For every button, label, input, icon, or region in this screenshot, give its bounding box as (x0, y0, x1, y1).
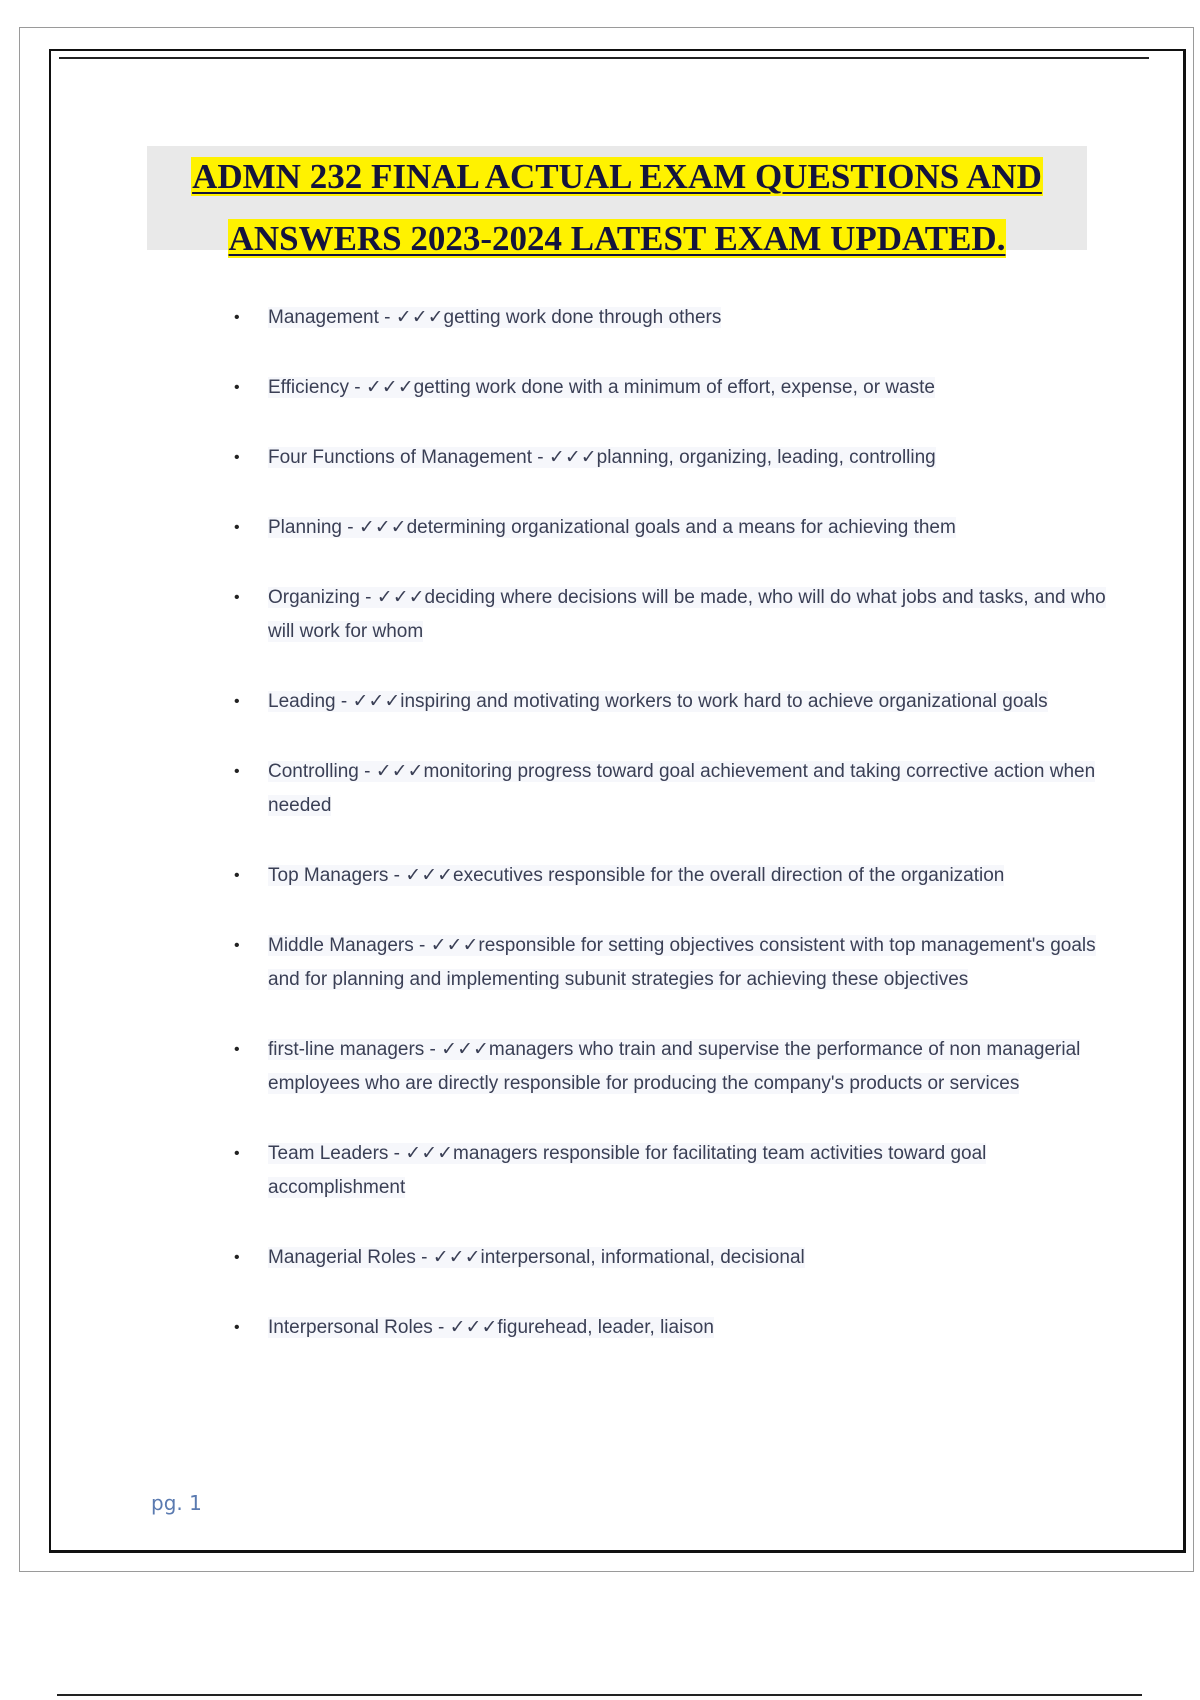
qa-item (184, 581, 1128, 649)
bullet-icon: • (234, 449, 240, 466)
page-number: pg. 1 (151, 1491, 202, 1515)
qa-item-text: Management - ✓✓✓getting work done through others (268, 307, 722, 328)
qa-item-text: Organizing - ✓✓✓deciding where decisions will be made, who will do what jobs and tasks, and who will work for whom (268, 587, 1106, 642)
next-page-top-rule (57, 1694, 1142, 1696)
bullet-icon: • (234, 937, 240, 954)
title-line-2 (147, 208, 1087, 270)
qa-item-text: Leading - ✓✓✓inspiring and motivating workers to work hard to achieve organizational goals (268, 691, 1048, 712)
title-line-1-text: ADMN 232 FINAL ACTUAL EXAM QUESTIONS AND (192, 157, 1042, 196)
qa-item-text: Middle Managers - ✓✓✓responsible for setting objectives consistent with top management's goals and for planning and implementing subunit strategies for achieving these objectives (268, 935, 1096, 990)
qa-item-text: Managerial Roles - ✓✓✓interpersonal, informational, decisional (268, 1247, 805, 1268)
qa-list (184, 301, 1144, 1381)
bullet-icon: • (234, 519, 240, 536)
title-line-2-text: ANSWERS 2023-2024 LATEST EXAM UPDATED. (228, 219, 1006, 258)
qa-item-text: Controlling - ✓✓✓monitoring progress toward goal achievement and taking corrective action when needed (268, 761, 1096, 816)
qa-item (184, 685, 1128, 719)
qa-item (184, 441, 1128, 475)
qa-item-text: first-line managers - ✓✓✓managers who train and supervise the performance of non managerial employees who are directly responsible for producing the company's products or services (268, 1039, 1081, 1094)
bullet-icon: • (234, 1319, 240, 1336)
qa-item (184, 1137, 1128, 1205)
title-block (147, 146, 1087, 258)
qa-item-text: Efficiency - ✓✓✓getting work done with a minimum of effort, expense, or waste (268, 377, 935, 398)
qa-item (184, 301, 1128, 335)
qa-item (184, 511, 1128, 545)
bullet-icon: • (234, 763, 240, 780)
qa-item (184, 1241, 1128, 1275)
document-page (49, 49, 1186, 1553)
bullet-icon: • (234, 1145, 240, 1162)
bullet-icon: • (234, 693, 240, 710)
bullet-icon: • (234, 1041, 240, 1058)
bullet-icon: • (234, 1249, 240, 1266)
bullet-icon: • (234, 867, 240, 884)
bullet-icon: • (234, 589, 240, 606)
qa-item-text: Team Leaders - ✓✓✓managers responsible for facilitating team activities toward goal accomplishment (268, 1143, 987, 1198)
qa-item (184, 859, 1128, 893)
qa-item (184, 1311, 1128, 1345)
title-line-1 (147, 146, 1087, 208)
qa-item-text: Four Functions of Management - ✓✓✓planning, organizing, leading, controlling (268, 447, 936, 468)
bullet-icon: • (234, 309, 240, 326)
qa-item-text: Planning - ✓✓✓determining organizational goals and a means for achieving them (268, 517, 956, 538)
qa-item (184, 929, 1128, 997)
qa-item-text: Top Managers - ✓✓✓executives responsible for the overall direction of the organization (268, 865, 1005, 886)
qa-item (184, 755, 1128, 823)
qa-item (184, 371, 1128, 405)
qa-item-text: Interpersonal Roles - ✓✓✓figurehead, leader, liaison (268, 1317, 714, 1338)
qa-item (184, 1033, 1128, 1101)
top-rule (59, 57, 1149, 59)
bullet-icon: • (234, 379, 240, 396)
